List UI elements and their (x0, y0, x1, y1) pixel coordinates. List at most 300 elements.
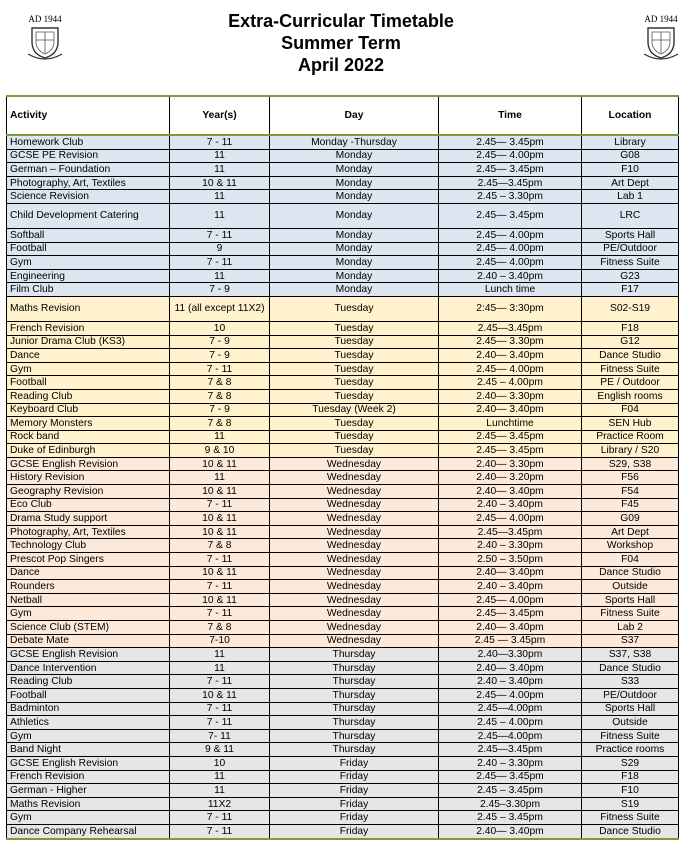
cell-day: Wednesday (270, 580, 439, 594)
cell-day: Tuesday (270, 296, 439, 321)
cell-years: 9 & 10 (170, 444, 270, 458)
cell-activity: Gym (7, 256, 170, 270)
cell-location: Fitness Suite (582, 607, 679, 621)
cell-location: Practice rooms (582, 743, 679, 757)
cell-activity: German – Foundation (7, 163, 170, 177)
cell-day: Monday -Thursday (270, 135, 439, 149)
cell-years: 10 & 11 (170, 688, 270, 702)
cell-time: 2.50 – 3.50pm (439, 553, 582, 567)
cell-time: 2.45— 3.45pm (439, 163, 582, 177)
cell-years: 10 & 11 (170, 457, 270, 471)
table-row (7, 675, 679, 689)
cell-location: G08 (582, 149, 679, 163)
cell-day: Tuesday (270, 376, 439, 390)
cell-day: Thursday (270, 729, 439, 743)
cell-day: Monday (270, 256, 439, 270)
cell-activity: Child Development Catering (7, 203, 170, 228)
cell-years: 7 & 8 (170, 621, 270, 635)
cell-day: Friday (270, 824, 439, 838)
cell-activity: Science Club (STEM) (7, 621, 170, 635)
cell-years: 11 (170, 163, 270, 177)
cell-activity: Band Night (7, 743, 170, 757)
column-header-activity: Activity (7, 96, 170, 135)
cell-time: 2.40— 3.40pm (439, 661, 582, 675)
cell-activity: Gym (7, 729, 170, 743)
cell-activity: Engineering (7, 269, 170, 283)
cell-years: 11 (170, 149, 270, 163)
table-row (7, 607, 679, 621)
cell-day: Friday (270, 811, 439, 825)
cell-location: S02-S19 (582, 296, 679, 321)
cell-time: 2.40— 3.40pm (439, 824, 582, 838)
cell-time: 2.45–3.30pm (439, 797, 582, 811)
table-row (7, 553, 679, 567)
cell-activity: Film Club (7, 283, 170, 297)
cell-activity: German - Higher (7, 784, 170, 798)
table-row (7, 269, 679, 283)
cell-years: 11X2 (170, 797, 270, 811)
cell-years: 7 & 8 (170, 389, 270, 403)
cell-time: 2.45— 3.45pm (439, 444, 582, 458)
cell-time: 2.45— 3.45pm (439, 430, 582, 444)
cell-time: 2.40— 3.30pm (439, 389, 582, 403)
cell-location: F04 (582, 403, 679, 417)
table-row (7, 539, 679, 553)
cell-activity: Science Revision (7, 190, 170, 204)
cell-day: Tuesday (270, 444, 439, 458)
cell-day: Wednesday (270, 539, 439, 553)
table-row (7, 525, 679, 539)
cell-activity: Football (7, 376, 170, 390)
cell-location: Art Dept (582, 525, 679, 539)
cell-time: 2.45— 4.00pm (439, 242, 582, 256)
cell-activity: Junior Drama Club (KS3) (7, 335, 170, 349)
cell-years: 7 - 11 (170, 824, 270, 838)
cell-years: 11 (170, 203, 270, 228)
cell-time: 2.45— 4.00pm (439, 688, 582, 702)
cell-years: 11 (170, 661, 270, 675)
cell-time: 2.45— 4.00pm (439, 593, 582, 607)
cell-time: 2.40— 3.40pm (439, 621, 582, 635)
page-title (0, 10, 682, 76)
cell-location: F10 (582, 784, 679, 798)
cell-years: 11 (170, 430, 270, 444)
cell-location: Dance Studio (582, 824, 679, 838)
cell-activity: Maths Revision (7, 797, 170, 811)
cell-day: Friday (270, 756, 439, 770)
table-row (7, 770, 679, 784)
table-row (7, 403, 679, 417)
cell-time: 2.45— 4.00pm (439, 149, 582, 163)
cell-location: PE/Outdoor (582, 242, 679, 256)
table-row (7, 203, 679, 228)
table-row (7, 457, 679, 471)
cell-day: Friday (270, 784, 439, 798)
cell-years: 10 (170, 321, 270, 335)
table-row (7, 283, 679, 297)
cell-years: 11 (all except 11X2) (170, 296, 270, 321)
table-row (7, 321, 679, 335)
cell-location: G12 (582, 335, 679, 349)
cell-location: Library / S20 (582, 444, 679, 458)
cell-day: Thursday (270, 688, 439, 702)
cell-day: Wednesday (270, 485, 439, 499)
cell-years: 10 & 11 (170, 525, 270, 539)
cell-location: G23 (582, 269, 679, 283)
cell-day: Wednesday (270, 512, 439, 526)
cell-years: 7 & 8 (170, 376, 270, 390)
cell-day: Tuesday (270, 362, 439, 376)
cell-years: 11 (170, 784, 270, 798)
table-row (7, 485, 679, 499)
cell-day: Monday (270, 176, 439, 190)
cell-years: 11 (170, 648, 270, 662)
cell-day: Wednesday (270, 525, 439, 539)
cell-location: Sports Hall (582, 702, 679, 716)
cell-time: 2.45 – 3.30pm (439, 190, 582, 204)
title-line-3: April 2022 (297, 55, 385, 75)
table-row (7, 512, 679, 526)
cell-day: Wednesday (270, 471, 439, 485)
table-row (7, 702, 679, 716)
cell-years: 9 & 11 (170, 743, 270, 757)
cell-years: 9 (170, 242, 270, 256)
cell-time: 2.40— 3.40pm (439, 566, 582, 580)
cell-day: Monday (270, 163, 439, 177)
table-row (7, 242, 679, 256)
cell-activity: Rock band (7, 430, 170, 444)
cell-day: Wednesday (270, 457, 439, 471)
cell-day: Wednesday (270, 593, 439, 607)
cell-time: 2.40— 3.40pm (439, 485, 582, 499)
cell-time: 2.45—3.45pm (439, 176, 582, 190)
cell-activity: Football (7, 242, 170, 256)
cell-time: 2.45 – 3.45pm (439, 811, 582, 825)
table-row (7, 593, 679, 607)
cell-day: Thursday (270, 675, 439, 689)
cell-years: 7 - 11 (170, 702, 270, 716)
cell-day: Thursday (270, 702, 439, 716)
cell-time: 2.45—3.45pm (439, 525, 582, 539)
cell-day: Tuesday (270, 389, 439, 403)
cell-years: 7 - 11 (170, 228, 270, 242)
cell-location: S37, S38 (582, 648, 679, 662)
table-row (7, 743, 679, 757)
cell-location: Fitness Suite (582, 256, 679, 270)
cell-years: 7 - 11 (170, 553, 270, 567)
cell-location: S29, S38 (582, 457, 679, 471)
cell-activity: Memory Monsters (7, 417, 170, 431)
cell-time: 2.40 – 3.40pm (439, 498, 582, 512)
cell-time: 2.40— 3.40pm (439, 403, 582, 417)
cell-activity: Duke of Edinburgh (7, 444, 170, 458)
table-row (7, 688, 679, 702)
cell-day: Wednesday (270, 566, 439, 580)
cell-day: Tuesday (270, 335, 439, 349)
cell-years: 10 & 11 (170, 512, 270, 526)
table-row (7, 729, 679, 743)
title-line-1: Extra-Curricular Timetable (228, 11, 454, 31)
table-row (7, 580, 679, 594)
cell-years: 7- 11 (170, 729, 270, 743)
cell-location: F18 (582, 770, 679, 784)
cell-activity: Dance Intervention (7, 661, 170, 675)
cell-years: 7 - 11 (170, 362, 270, 376)
cell-time: 2:45— 3:30pm (439, 296, 582, 321)
cell-time: 2.40 – 3.40pm (439, 675, 582, 689)
table-row (7, 149, 679, 163)
cell-years: 11 (170, 190, 270, 204)
table-row (7, 566, 679, 580)
cell-activity: Reading Club (7, 389, 170, 403)
cell-day: Monday (270, 149, 439, 163)
table-row (7, 811, 679, 825)
cell-day: Wednesday (270, 634, 439, 648)
cell-day: Monday (270, 283, 439, 297)
cell-location: Sports Hall (582, 228, 679, 242)
cell-activity: Maths Revision (7, 296, 170, 321)
cell-activity: GCSE PE Revision (7, 149, 170, 163)
cell-time: 2.40— 3.30pm (439, 457, 582, 471)
cell-years: 11 (170, 269, 270, 283)
table-row (7, 176, 679, 190)
cell-location: English rooms (582, 389, 679, 403)
cell-location: F18 (582, 321, 679, 335)
cell-time: 2.45—4.00pm (439, 702, 582, 716)
cell-time: 2.45— 4.00pm (439, 362, 582, 376)
cell-location: LRC (582, 203, 679, 228)
cell-day: Monday (270, 190, 439, 204)
table-row (7, 296, 679, 321)
cell-time: 2.40 – 3.30pm (439, 756, 582, 770)
cell-activity: GCSE English Revision (7, 457, 170, 471)
cell-location: F54 (582, 485, 679, 499)
cell-day: Friday (270, 770, 439, 784)
cell-years: 7 - 11 (170, 135, 270, 149)
logo-year-text: AD 1944 (28, 14, 62, 24)
table-row (7, 471, 679, 485)
timetable-table (6, 95, 679, 840)
cell-activity: Gym (7, 811, 170, 825)
table-row (7, 498, 679, 512)
cell-activity: Photography, Art, Textiles (7, 176, 170, 190)
cell-day: Monday (270, 269, 439, 283)
cell-activity: Technology Club (7, 539, 170, 553)
cell-time: 2.45 — 3.45pm (439, 634, 582, 648)
cell-activity: Gym (7, 362, 170, 376)
cell-location: Fitness Suite (582, 362, 679, 376)
cell-years: 7 - 11 (170, 716, 270, 730)
cell-years: 7 - 9 (170, 349, 270, 363)
cell-activity: Prescot Pop Singers (7, 553, 170, 567)
cell-location: PE / Outdoor (582, 376, 679, 390)
cell-activity: GCSE English Revision (7, 756, 170, 770)
cell-activity: GCSE English Revision (7, 648, 170, 662)
cell-time: 2.40 – 3.40pm (439, 580, 582, 594)
cell-location: Dance Studio (582, 566, 679, 580)
table-row (7, 163, 679, 177)
cell-day: Tuesday (270, 321, 439, 335)
cell-location: Fitness Suite (582, 729, 679, 743)
cell-day: Tuesday (270, 349, 439, 363)
cell-day: Friday (270, 797, 439, 811)
cell-location: SEN Hub (582, 417, 679, 431)
table-row (7, 444, 679, 458)
table-header-row (7, 96, 679, 135)
cell-activity: Debate Mate (7, 634, 170, 648)
cell-location: Outside (582, 716, 679, 730)
cell-activity: Keyboard Club (7, 403, 170, 417)
cell-time: 2.45 – 4.00pm (439, 376, 582, 390)
cell-location: Dance Studio (582, 349, 679, 363)
cell-years: 7-10 (170, 634, 270, 648)
cell-years: 7 - 11 (170, 811, 270, 825)
cell-location: G09 (582, 512, 679, 526)
logo-year-text: AD 1944 (644, 14, 678, 24)
cell-location: F45 (582, 498, 679, 512)
cell-time: 2.40— 3.40pm (439, 349, 582, 363)
table-row (7, 256, 679, 270)
cell-years: 7 - 9 (170, 283, 270, 297)
cell-location: S29 (582, 756, 679, 770)
cell-location: Sports Hall (582, 593, 679, 607)
cell-years: 11 (170, 471, 270, 485)
cell-time: 2.45— 4.00pm (439, 256, 582, 270)
cell-day: Thursday (270, 648, 439, 662)
cell-time: Lunch time (439, 283, 582, 297)
table-row (7, 634, 679, 648)
cell-years: 10 & 11 (170, 593, 270, 607)
cell-location: Lab 1 (582, 190, 679, 204)
cell-activity: Photography, Art, Textiles (7, 525, 170, 539)
table-row (7, 417, 679, 431)
cell-time: 2.40 – 3.40pm (439, 269, 582, 283)
table-row (7, 716, 679, 730)
cell-location: S37 (582, 634, 679, 648)
table-row (7, 389, 679, 403)
cell-day: Monday (270, 228, 439, 242)
table-row (7, 335, 679, 349)
cell-location: Library (582, 135, 679, 149)
cell-location: Practice Room (582, 430, 679, 444)
cell-day: Thursday (270, 661, 439, 675)
cell-years: 7 & 8 (170, 417, 270, 431)
table-row (7, 349, 679, 363)
cell-activity: Dance Company Rehearsal (7, 824, 170, 838)
cell-time: 2.45— 4.00pm (439, 512, 582, 526)
column-header-location: Location (582, 96, 679, 135)
cell-activity: Dance (7, 566, 170, 580)
cell-activity: Athletics (7, 716, 170, 730)
cell-activity: History Revision (7, 471, 170, 485)
cell-years: 7 - 9 (170, 335, 270, 349)
column-header-time: Time (439, 96, 582, 135)
cell-activity: Rounders (7, 580, 170, 594)
cell-location: F17 (582, 283, 679, 297)
cell-activity: Netball (7, 593, 170, 607)
cell-time: 2.45— 3.45pm (439, 607, 582, 621)
cell-location: PE/Outdoor (582, 688, 679, 702)
cell-day: Monday (270, 242, 439, 256)
cell-day: Tuesday (270, 430, 439, 444)
cell-activity: French Revision (7, 770, 170, 784)
cell-activity: Football (7, 688, 170, 702)
table-row (7, 756, 679, 770)
table-row (7, 797, 679, 811)
column-header-years: Year(s) (170, 96, 270, 135)
table-row (7, 824, 679, 838)
table-row (7, 661, 679, 675)
cell-location: Dance Studio (582, 661, 679, 675)
table-row (7, 190, 679, 204)
cell-years: 7 - 11 (170, 256, 270, 270)
cell-location: Lab 2 (582, 621, 679, 635)
cell-activity: Gym (7, 607, 170, 621)
cell-location: Workshop (582, 539, 679, 553)
cell-time: 2.45— 3.30pm (439, 335, 582, 349)
cell-day: Tuesday (Week 2) (270, 403, 439, 417)
cell-time: 2.45— 3.45pm (439, 770, 582, 784)
table-row (7, 784, 679, 798)
cell-time: 2.40 – 3.30pm (439, 539, 582, 553)
cell-activity: Homework Club (7, 135, 170, 149)
cell-years: 10 & 11 (170, 485, 270, 499)
table-row (7, 430, 679, 444)
cell-day: Thursday (270, 743, 439, 757)
table-row (7, 362, 679, 376)
cell-time: 2.45— 4.00pm (439, 228, 582, 242)
cell-years: 10 & 11 (170, 566, 270, 580)
cell-years: 7 - 11 (170, 498, 270, 512)
timetable-body (7, 135, 679, 839)
column-header-day: Day (270, 96, 439, 135)
cell-years: 7 & 8 (170, 539, 270, 553)
cell-activity: Eco Club (7, 498, 170, 512)
table-row (7, 135, 679, 149)
cell-activity: Dance (7, 349, 170, 363)
cell-day: Wednesday (270, 607, 439, 621)
cell-years: 7 - 11 (170, 580, 270, 594)
cell-activity: Geography Revision (7, 485, 170, 499)
cell-activity: Drama Study support (7, 512, 170, 526)
cell-location: F56 (582, 471, 679, 485)
cell-location: Art Dept (582, 176, 679, 190)
cell-time: 2.45— 3.45pm (439, 203, 582, 228)
cell-years: 7 - 11 (170, 607, 270, 621)
cell-time: 2.40— 3.20pm (439, 471, 582, 485)
cell-years: 10 (170, 756, 270, 770)
cell-location: Fitness Suite (582, 811, 679, 825)
cell-location: Outside (582, 580, 679, 594)
cell-activity: French Revision (7, 321, 170, 335)
cell-day: Wednesday (270, 621, 439, 635)
cell-years: 7 - 9 (170, 403, 270, 417)
cell-activity: Softball (7, 228, 170, 242)
cell-day: Wednesday (270, 553, 439, 567)
table-row (7, 228, 679, 242)
table-row (7, 376, 679, 390)
cell-day: Wednesday (270, 498, 439, 512)
cell-location: S33 (582, 675, 679, 689)
cell-time: 2.45 – 4.00pm (439, 716, 582, 730)
cell-time: Lunchtime (439, 417, 582, 431)
table-row (7, 648, 679, 662)
cell-years: 10 & 11 (170, 176, 270, 190)
cell-years: 7 - 11 (170, 675, 270, 689)
cell-time: 2.45 – 3.45pm (439, 784, 582, 798)
cell-activity: Reading Club (7, 675, 170, 689)
cell-activity: Badminton (7, 702, 170, 716)
